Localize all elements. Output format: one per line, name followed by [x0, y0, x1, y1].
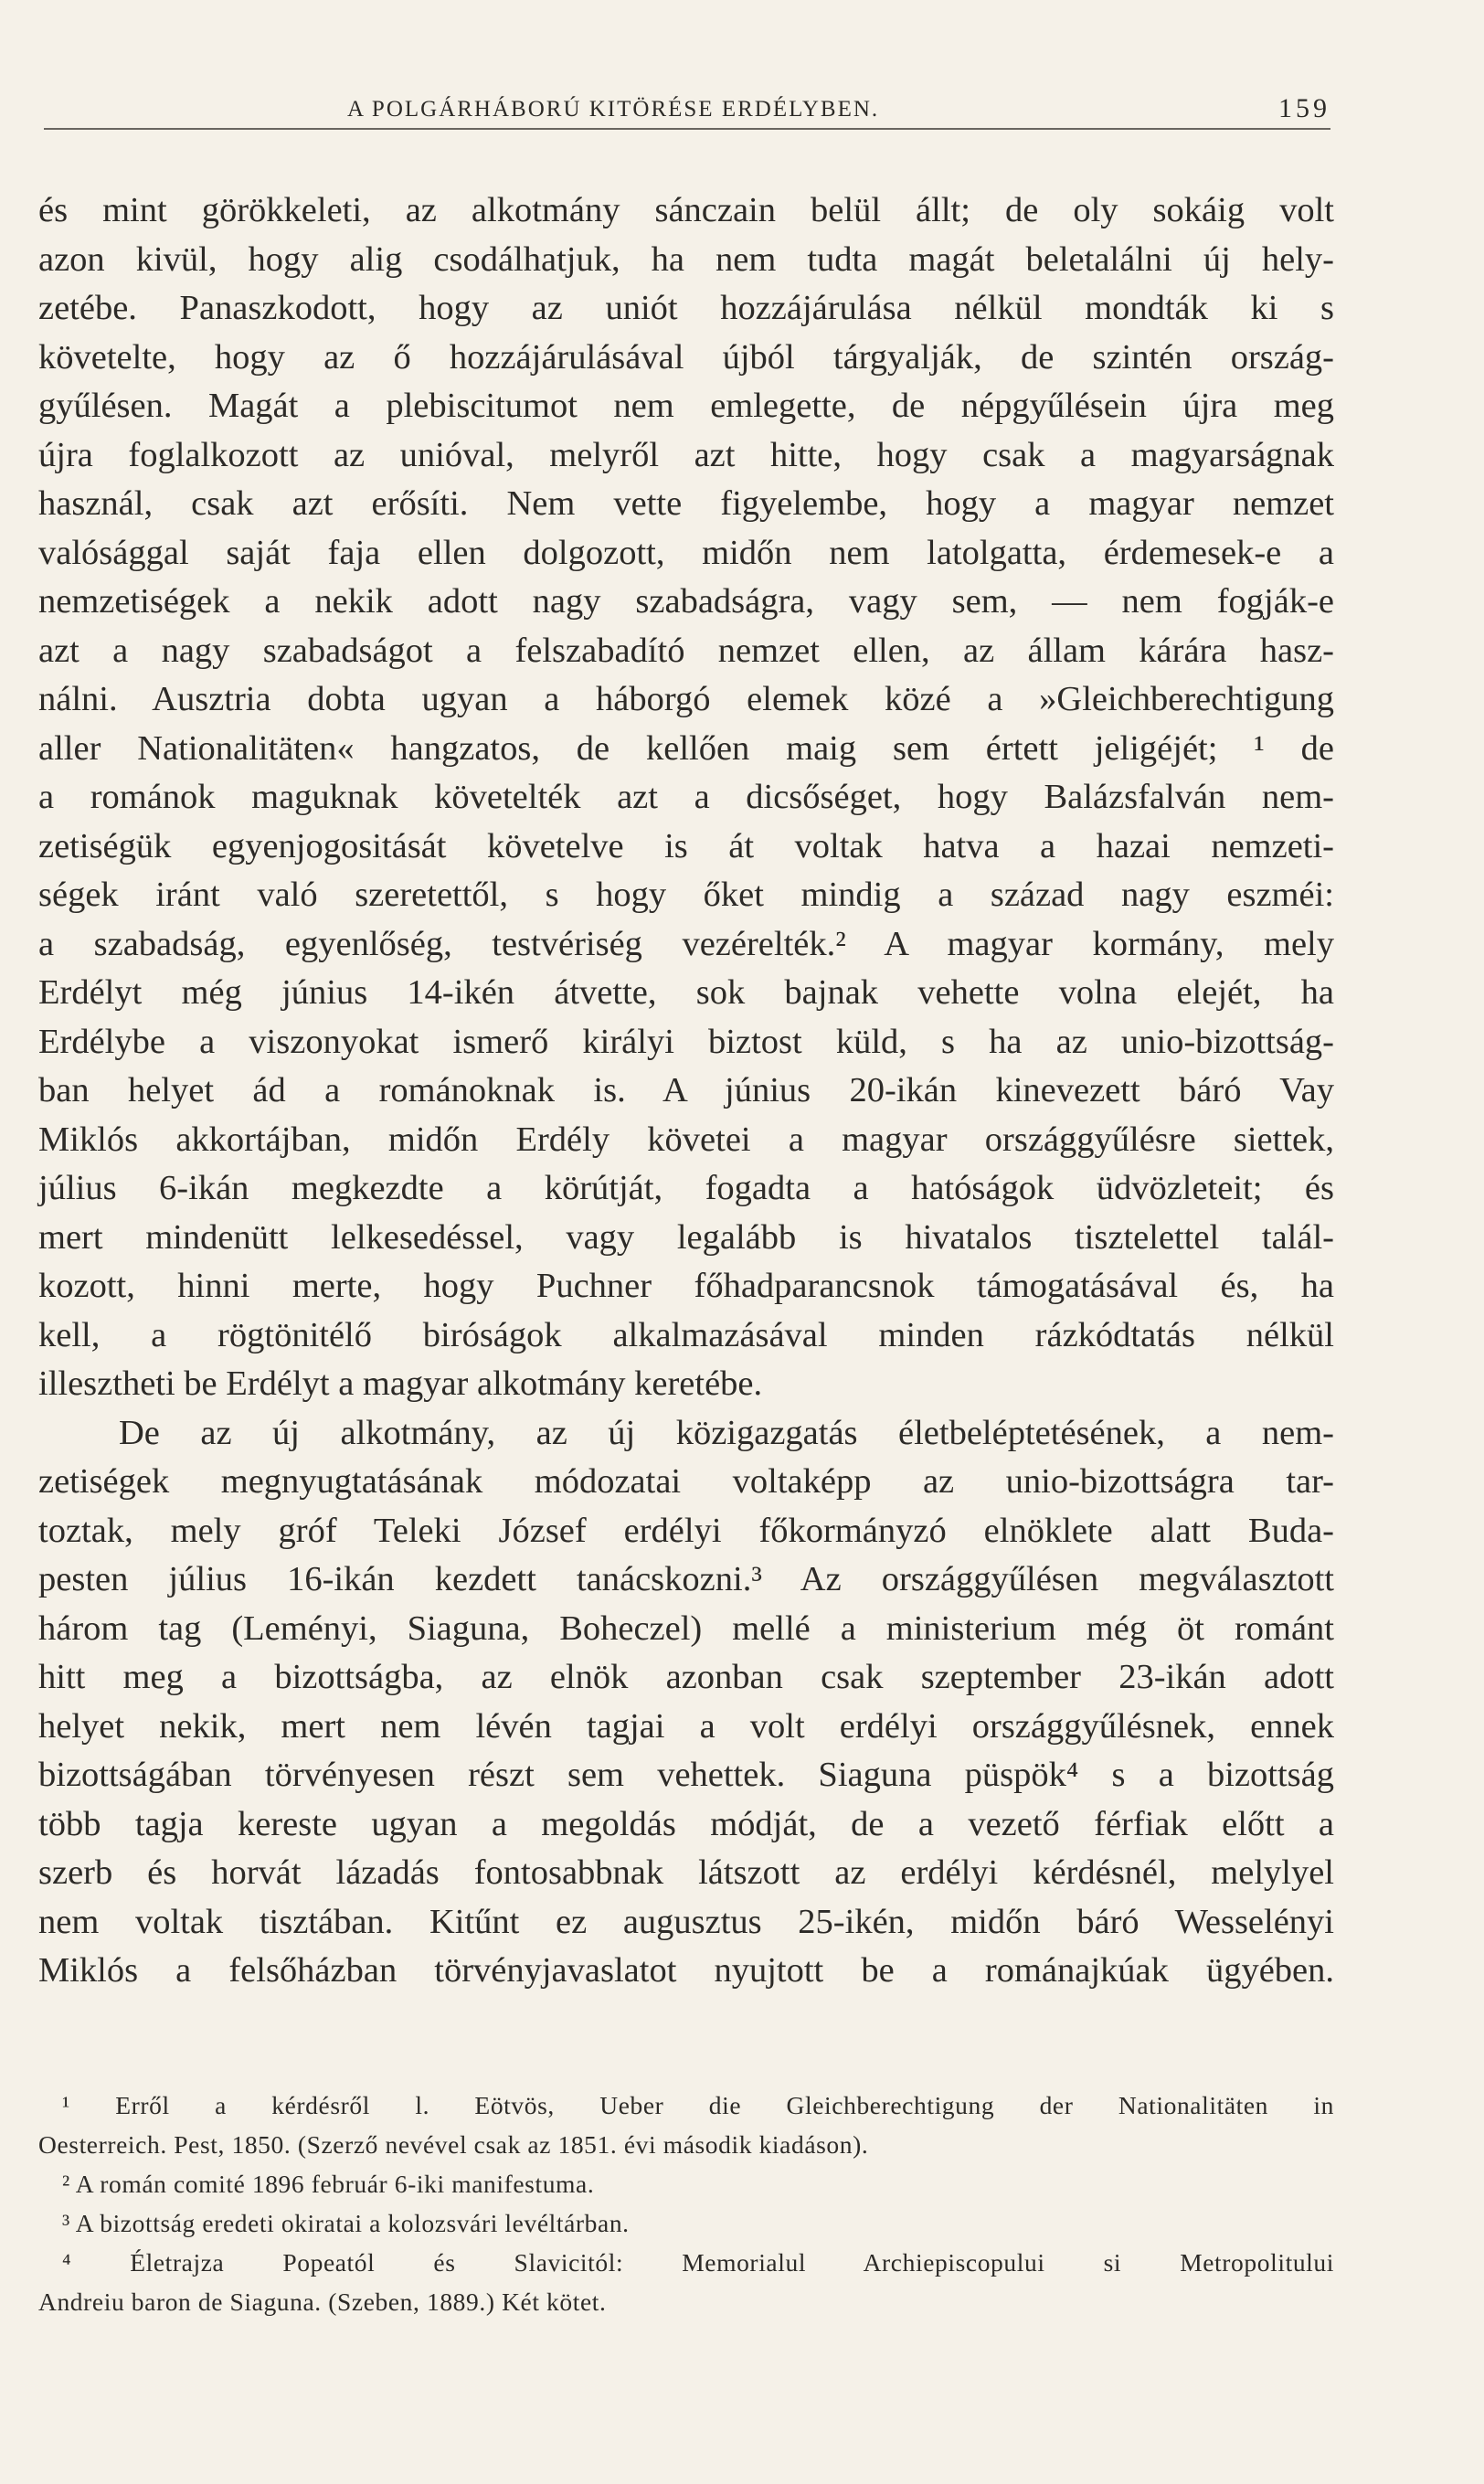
text-line: három tag (Leményi, Siaguna, Boheczel) mellé a ministerium még öt románt	[38, 1608, 1334, 1648]
text-line: Erdélyt még június 14-ikén átvette, sok bajnak vehette volna elejét, ha	[38, 973, 1334, 1012]
text-line: a románok maguknak követelték azt a dicsőséget, hogy Balázsfalván nem-	[38, 778, 1334, 816]
text-line: ban helyet ád a románoknak is. A június 20-ikán kinevezett báró Vay	[38, 1071, 1334, 1109]
footnote-4-continued: Andreiu baron de Siaguna. (Szeben, 1889.) Két kötet.	[38, 2288, 607, 2316]
page-header	[44, 91, 1330, 130]
text-line: Erdélybe a viszonyokat ismerő királyi biztost küld, s ha az unio-bizottság-	[38, 1022, 1334, 1061]
text-line: zetébe. Panaszkodott, hogy az uniót hozzájárulása nélkül mondták ki s	[38, 289, 1334, 327]
text-line: hitt meg a bizottságba, az elnök azonban csak szeptember 23-ikán adott	[38, 1658, 1334, 1696]
text-line: zetiségük egyenjogositását követelve is át voltak hatva a hazai nemzeti-	[38, 826, 1334, 865]
text-line: több tagja kereste ugyan a megoldás módját, de a vezető férfiak előtt a	[38, 1804, 1334, 1843]
text-line: zetiségek megnyugtatásának módozatai voltaképp az unio-bizottságra tar-	[38, 1462, 1334, 1501]
text-line: használ, csak azt erősíti. Nem vette figyelembe, hogy a magyar nemzet	[38, 484, 1334, 523]
text-line: illesztheti be Erdélyt a magyar alkotmány keretébe.	[38, 1364, 763, 1403]
text-line: a szabadság, egyenlőség, testvériség vezérelték.² A magyar kormány, mely	[38, 924, 1334, 963]
text-line: pesten július 16-ikán kezdett tanácskozni.³ Az országgyűlésen megválasztott	[38, 1560, 1334, 1598]
page-number: 159	[1278, 93, 1330, 123]
footnote-3: ³ A bizottság eredeti okiratai a kolozsvári levéltárban.	[62, 2209, 630, 2237]
text-line: valósággal saját faja ellen dolgozott, midőn nem latolgatta, érdemesek-e a	[38, 533, 1334, 572]
text-line: nem voltak tisztában. Kitűnt ez augusztus 25-ikén, midőn báró Wesselényi	[38, 1902, 1334, 1941]
text-line: ségek iránt való szeretettől, s hogy őket mindig a század nagy eszméi:	[38, 876, 1334, 914]
text-line: nálni. Ausztria dobta ugyan a háborgó elemek közé a »Gleichberechtigung	[38, 680, 1334, 718]
text-line: toztak, mely gróf Teleki József erdélyi főkormányzó elnöklete alatt Buda-	[38, 1511, 1334, 1550]
main-text	[38, 186, 1334, 1996]
text-line: újra foglalkozott az unióval, melyről azt hitte, hogy csak a magyarságnak	[38, 435, 1334, 474]
text-line: Miklós a felsőházban törvényjavaslatot nyujtott be a románajkúak ügyében.	[38, 1951, 1334, 1990]
text-line: kozott, hinni merte, hogy Puchner főhadparancsnok támogatásával és, ha	[38, 1267, 1334, 1305]
running-head: A POLGÁRHÁBORÚ KITÖRÉSE ERDÉLYBEN.	[347, 97, 880, 122]
text-line: azt a nagy szabadságot a felszabadító nemzet ellen, az állam kárára hasz-	[38, 631, 1334, 670]
text-line: bizottságában törvényesen részt sem vehettek. Siaguna püspök⁴ s a bizottság	[38, 1756, 1334, 1794]
footnote-2: ² A román comité 1896 február 6-iki manifestuma.	[62, 2170, 595, 2198]
text-line: kell, a rögtönitélő biróságok alkalmazásával minden rázkódtatás nélkül	[38, 1315, 1334, 1354]
text-line: helyet nekik, mert nem lévén tagjai a volt erdélyi országgyűlésnek, ennek	[38, 1706, 1334, 1746]
text-line: gyűlésen. Magát a plebiscitumot nem emlegette, de népgyűlésein újra meg	[38, 387, 1334, 425]
footnote-1: ¹ Erről a kérdésről l. Eötvös, Ueber die Gleichberechtigung der Nationalitäten in	[62, 2091, 1334, 2119]
footnotes	[38, 2086, 1334, 2321]
footnote-4: ⁴ Életrajza Popeatól és Slavicitól: Memorialul Archiepiscopului si Metropolitului	[62, 2248, 1334, 2277]
text-line: követelte, hogy az ő hozzájárulásával újból tárgyalják, de szintén ország-	[38, 337, 1334, 377]
text-line: Miklós akkortájban, midőn Erdély követei a magyar országgyűlésre siettek,	[38, 1120, 1334, 1159]
text-line: július 6-ikán megkezdte a körútját, fogadta a hatóságok üdvözleteit; és	[38, 1169, 1334, 1207]
text-line: aller Nationalitäten« hangzatos, de kellően maig sem értett jeligéjét; ¹ de	[38, 728, 1334, 768]
footnote-1-continued: Oesterreich. Pest, 1850. (Szerző nevével csak az 1851. évi második kiadáson).	[38, 2130, 869, 2159]
text-line: szerb és horvát lázadás fontosabbnak látszott az erdélyi kérdésnél, melylyel	[38, 1853, 1334, 1892]
text-line: mert mindenütt lelkesedéssel, vagy legalább is hivatalos tisztelettel talál-	[38, 1217, 1334, 1257]
text-line: De az új alkotmány, az új közigazgatás életbeléptetésének, a nem-	[119, 1413, 1334, 1452]
text-line: nemzetiségek a nekik adott nagy szabadságra, vagy sem, — nem fogják-e	[38, 582, 1334, 621]
text-line: azon kivül, hogy alig csodálhatjuk, ha nem tudta magát beletalálni új hely-	[38, 239, 1334, 279]
text-line: és mint görökkeleti, az alkotmány sánczain belül állt; de oly sokáig volt	[38, 191, 1334, 229]
